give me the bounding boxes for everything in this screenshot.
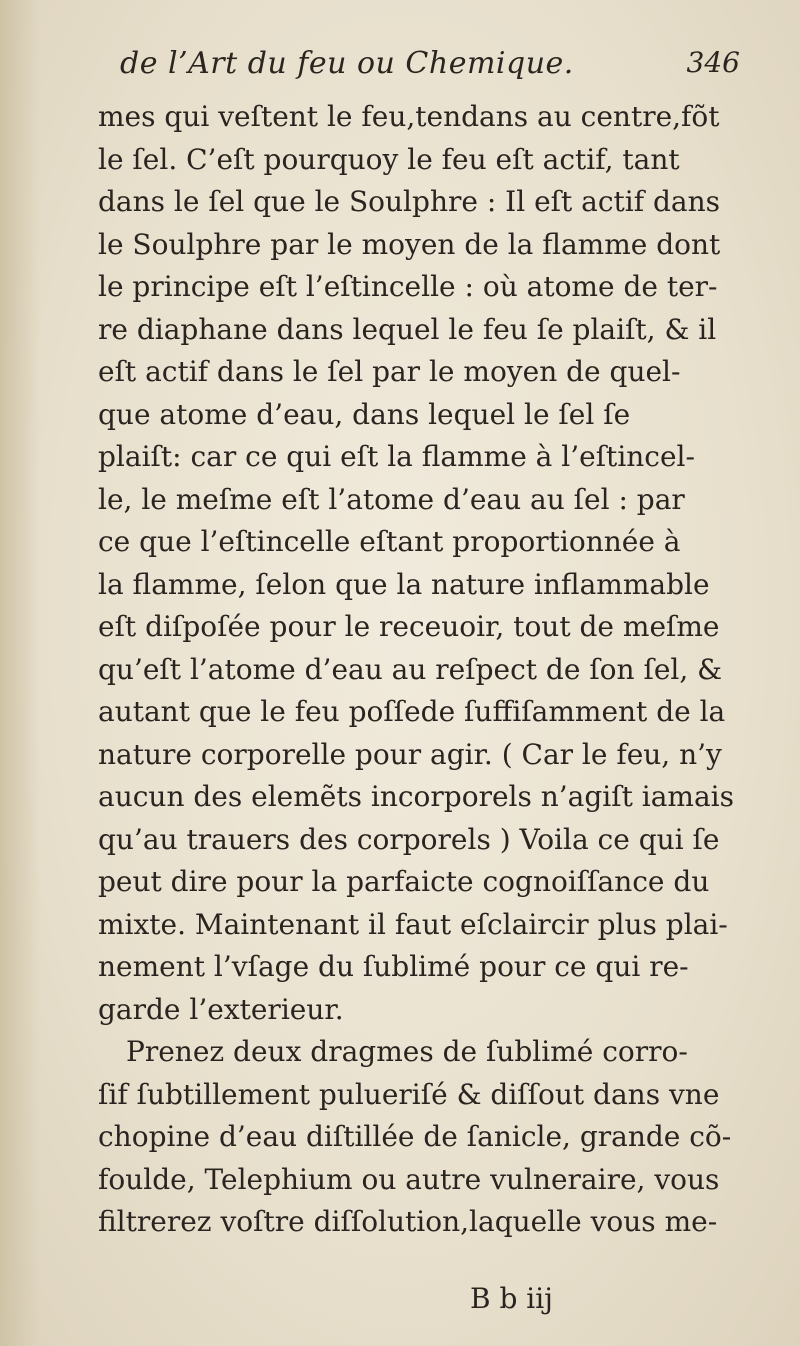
text-line: eſt actif dans le ſel par le moyen de quel- (98, 355, 681, 388)
running-head: de l’Art du feu ou Chemique. (120, 46, 574, 81)
text-line: mes qui veſtent le feu,tendans au centre,fõt (98, 100, 720, 133)
text-line: aucun des elemẽts incorporels n’agiſt iamais (98, 780, 734, 813)
text-line: garde l’exterieur. (98, 992, 344, 1026)
text-line: nature corporelle pour agir. ( Car le feu, n’y (98, 737, 722, 771)
page-number: 346 (686, 46, 740, 79)
text-line: mixte. Maintenant il faut eſclaircir plus plai- (98, 907, 728, 941)
text-line: le, le meſme eſt l’atome d’eau au ſel : par (98, 482, 685, 516)
text-line: que atome d’eau, dans lequel le ſel ſe (98, 397, 631, 431)
text-line: la flamme, ſelon que la nature inflammable (98, 567, 710, 601)
text-line: filtrerez voſtre diſſolution,laquelle vous me- (98, 1205, 718, 1238)
text-line: ſif ſubtillement pulueriſé & diſſout dans vne (98, 1077, 720, 1111)
text-line: plaiſt: car ce qui eſt la flamme à l’eſtincel- (98, 440, 695, 473)
text-line: nement l’vſage du ſublimé pour ce qui re- (98, 950, 689, 983)
text-line: eſt diſpoſée pour le receuoir, tout de meſme (98, 610, 720, 643)
text-line: foulde, Telephium ou autre vulneraire, vous (98, 1162, 720, 1196)
text-line: Prenez deux dragmes de ſublimé corro- (126, 1035, 688, 1068)
text-line: re diaphane dans lequel le feu ſe plaiſt, & il (98, 312, 717, 346)
text-line: chopine d’eau diſtillée de ſanicle, grande cõ- (98, 1120, 732, 1153)
text-line: le principe eſt l’eſtincelle : où atome de ter- (98, 270, 718, 303)
text-line: le ſel. C’eſt pourquoy le feu eſt actif, tant (98, 142, 680, 176)
page-header (60, 42, 760, 92)
text-line: qu’au trauers des corporels ) Voila ce qui ſe (98, 822, 720, 856)
text-line: autant que le feu poſſede ſuffiſamment de la (98, 695, 726, 728)
signature-mark: B b iij (470, 1282, 553, 1315)
body-text (98, 96, 738, 1244)
text-line: le Soulphre par le moyen de la flamme dont (98, 227, 721, 261)
text-line: qu’eſt l’atome d’eau au reſpect de ſon ſel, & (98, 652, 723, 686)
text-line: dans le ſel que le Soulphre : Il eſt actif dans (98, 185, 721, 218)
text-line: peut dire pour la parfaicte cognoiſſance du (98, 865, 710, 898)
text-line: ce que l’eſtincelle eſtant proportionnée à (98, 525, 681, 558)
